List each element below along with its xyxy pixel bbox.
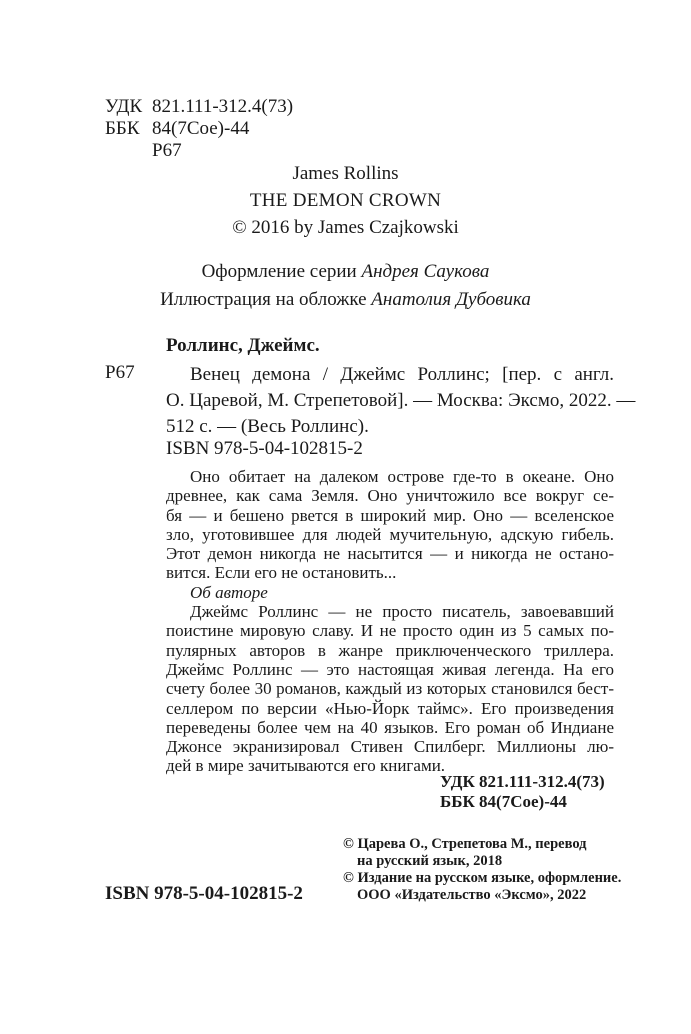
- entry-description: [166, 362, 636, 440]
- entry-line: Венец демона / Джеймс Роллинс; [пер. с англ.: [190, 364, 614, 385]
- bbk-label: ББК: [105, 118, 140, 139]
- entry-line: О. Царевой, М. Стрепетовой]. — Москва: Эксмо, 2022. —: [166, 390, 636, 411]
- about-line: селлером по версии «Нью-Йорк таймс». Его произведения: [166, 698, 614, 718]
- about-author-heading: Об авторе: [190, 582, 268, 602]
- about-line: дей в мире зачитываются его книгами.: [166, 756, 446, 776]
- about-line: Джонсе экранизировал Стивен Спилберг. Миллионы лю-: [166, 737, 614, 757]
- footer-copyright-line: ООО «Издательство «Эксмо», 2022: [357, 887, 587, 903]
- entry-isbn: ISBN 978-5-04-102815-2: [166, 438, 363, 459]
- author-mark-top: Р67: [152, 140, 182, 161]
- annotation-line: Оно обитает на далеком острове где-то в океане. Оно: [190, 467, 614, 486]
- series-design-prefix: Оформление серии: [201, 261, 357, 282]
- udk-label: УДК: [105, 96, 143, 117]
- series-design-credit: [0, 261, 691, 283]
- about-line: Джеймс Роллинс — это настоящая живая легенда. На его: [166, 659, 614, 679]
- original-author: James Rollins: [292, 163, 399, 184]
- udk-value: 821.111-312.4(73): [152, 96, 294, 117]
- annotation-line: зло, уготовившее для людей мучительную, адскую гибель.: [166, 524, 614, 544]
- annotation-line: Этот демон никогда не насытится — и никогда не остано-: [166, 544, 614, 564]
- cover-illustration-name: Анатолия Дубовика: [371, 289, 531, 310]
- annotation: [166, 467, 614, 776]
- about-line: поистине мировую славу. И не просто один из 5 самых по-: [166, 621, 614, 641]
- original-title: THE DEMON CROWN: [249, 190, 442, 211]
- about-line: Джеймс Роллинс — не просто писатель, завоевавший: [190, 602, 614, 622]
- annotation-line: древнее, как сама Земля. Оно уничтожило все вокруг се-: [166, 486, 614, 506]
- about-line: пулярных авторов в жанре приключенческого триллера.: [166, 640, 614, 660]
- annotation-line: бя — и бешено рвется в широкий мир. Оно — вселенское: [166, 505, 614, 525]
- footer-isbn: ISBN 978-5-04-102815-2: [105, 883, 303, 904]
- entry-mark: Р67: [105, 362, 135, 383]
- original-copyright: © 2016 by James Czajkowski: [232, 217, 459, 238]
- footer-bbk: ББК 84(7Сое)-44: [440, 792, 567, 811]
- footer-copyright-line: © Царева О., Стрепетова М., перевод: [343, 836, 587, 852]
- footer-udk: УДК 821.111-312.4(73): [440, 772, 605, 791]
- bbk-value: 84(7Сое)-44: [152, 118, 250, 139]
- entry-heading: Роллинс, Джеймс.: [166, 335, 320, 356]
- entry-line: 512 с. — (Весь Роллинс).: [166, 416, 369, 437]
- cover-illustration-credit: [0, 289, 691, 311]
- cover-illustration-prefix: Иллюстрация на обложке: [160, 289, 367, 310]
- about-line: переведены более чем на 40 языков. Его роман об Индиане: [166, 717, 614, 737]
- footer-copyright-line: на русский язык, 2018: [357, 853, 503, 869]
- series-design-name: Андрея Саукова: [361, 261, 490, 282]
- about-line: счету более 30 романов, каждый из которых становился бест-: [166, 679, 614, 699]
- annotation-line: вится. Если его не остановить...: [166, 563, 397, 583]
- footer-copyright-line: © Издание на русском языке, оформление.: [343, 870, 622, 886]
